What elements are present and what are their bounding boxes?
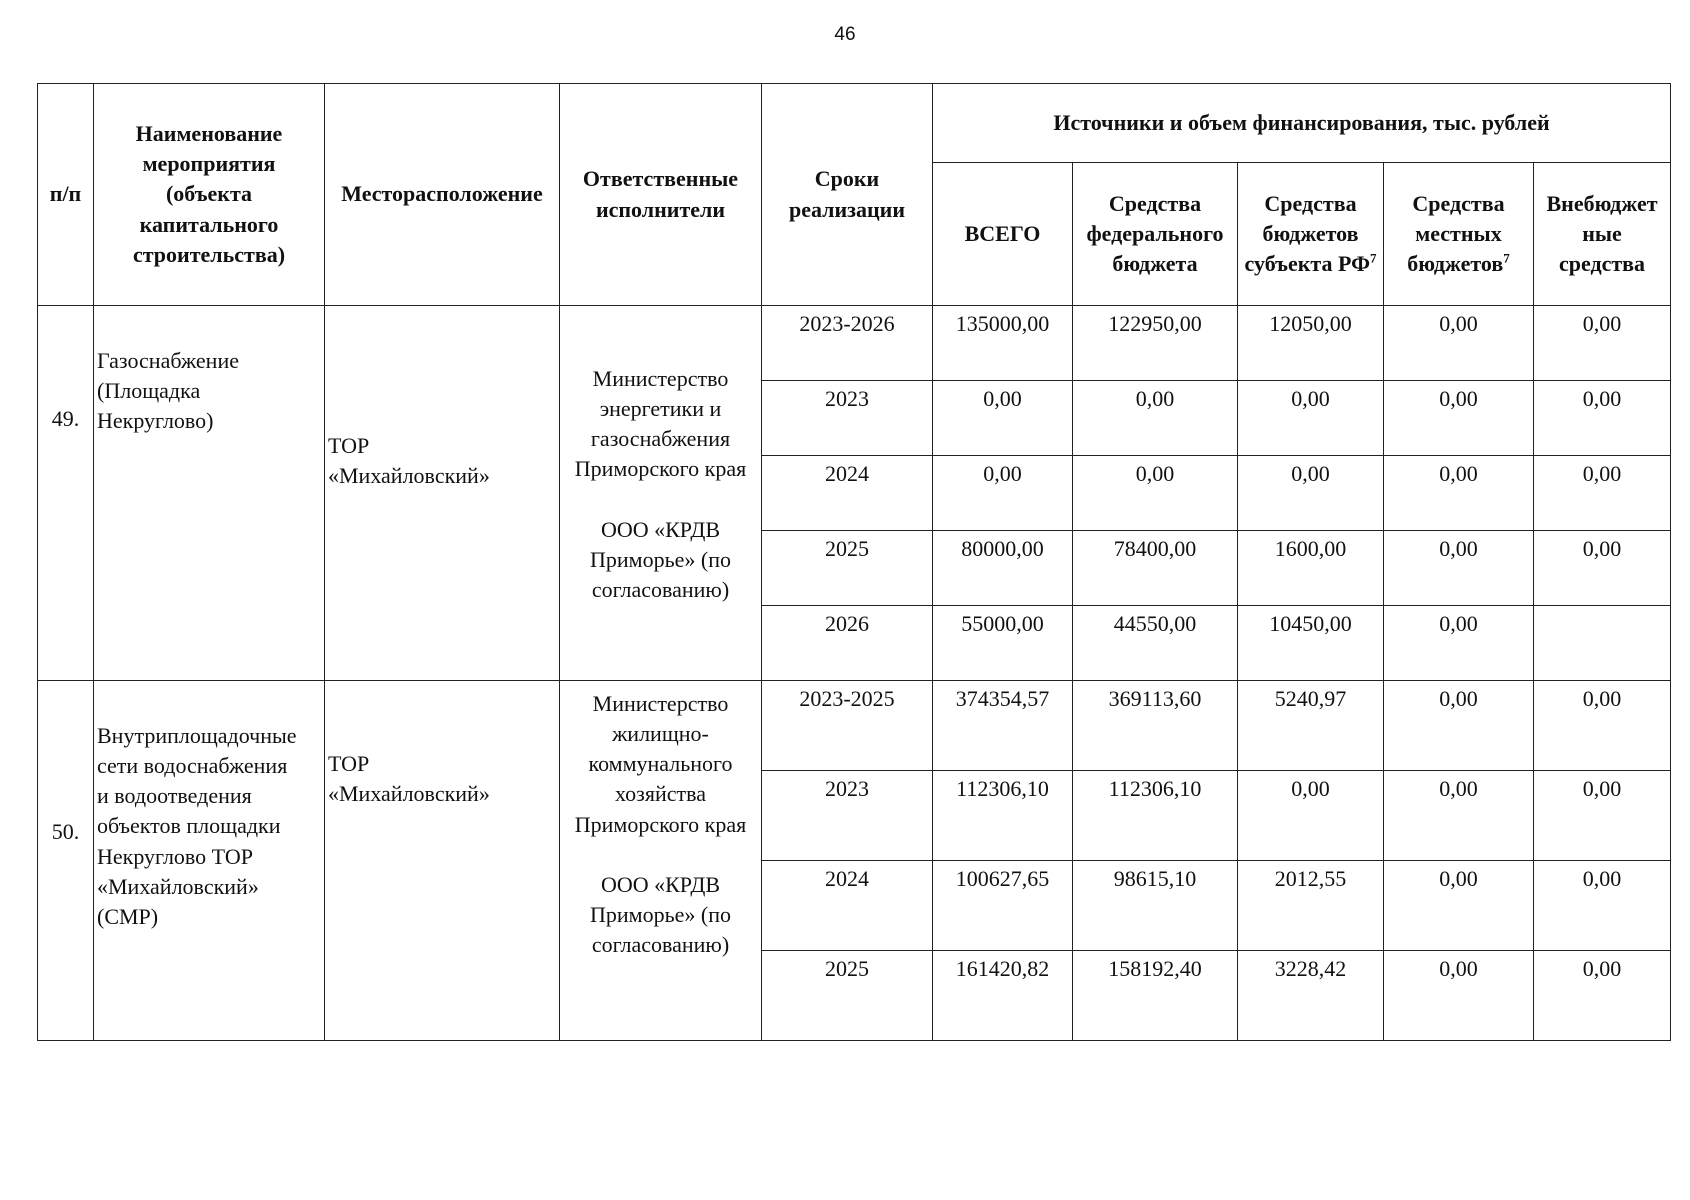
header-location: Месторасположение [325, 84, 560, 306]
federal-cell: 44550,00 [1073, 606, 1238, 681]
item-name: Внутриплощадочные сети водоснабжения и водоотведения объектов площадки Некруглово ТОР «Михайловский» (СМР) [94, 681, 325, 1041]
header-total: ВСЕГО [933, 163, 1073, 306]
federal-cell: 0,00 [1073, 381, 1238, 456]
extra-cell [1534, 606, 1671, 681]
header-name: Наименование мероприятия (объекта капитального строительства) [94, 84, 325, 306]
subject-cell: 1600,00 [1238, 531, 1384, 606]
header-local [1384, 163, 1534, 306]
federal-cell: 0,00 [1073, 456, 1238, 531]
federal-cell: 98615,10 [1073, 861, 1238, 951]
item-name: Газоснабжение (Площадка Некруглово) [94, 306, 325, 681]
total-cell: 80000,00 [933, 531, 1073, 606]
extra-cell: 0,00 [1534, 381, 1671, 456]
local-cell: 0,00 [1384, 306, 1534, 381]
total-cell: 161420,82 [933, 951, 1073, 1041]
period-cell: 2025 [762, 951, 933, 1041]
local-cell: 0,00 [1384, 681, 1534, 771]
total-cell: 135000,00 [933, 306, 1073, 381]
local-cell: 0,00 [1384, 606, 1534, 681]
footnote-marker: 7 [1503, 250, 1510, 266]
local-cell: 0,00 [1384, 381, 1534, 456]
item-executors: Министерство энергетики и газоснабжения Приморского края ООО «КРДВ Приморье» (по согласованию) [560, 306, 762, 681]
period-cell: 2026 [762, 606, 933, 681]
extra-cell: 0,00 [1534, 861, 1671, 951]
local-cell: 0,00 [1384, 531, 1534, 606]
subject-cell: 0,00 [1238, 771, 1384, 861]
period-cell: 2024 [762, 456, 933, 531]
local-cell: 0,00 [1384, 771, 1534, 861]
period-cell: 2024 [762, 861, 933, 951]
subject-cell: 12050,00 [1238, 306, 1384, 381]
subject-cell: 0,00 [1238, 456, 1384, 531]
table-row [38, 681, 1671, 771]
federal-cell: 122950,00 [1073, 306, 1238, 381]
header-federal: Средства федерального бюджета [1073, 163, 1238, 306]
local-cell: 0,00 [1384, 456, 1534, 531]
total-cell: 374354,57 [933, 681, 1073, 771]
item-location: ТОР «Михайловский» [325, 306, 560, 681]
total-cell: 100627,65 [933, 861, 1073, 951]
local-cell: 0,00 [1384, 861, 1534, 951]
local-cell: 0,00 [1384, 951, 1534, 1041]
federal-cell: 369113,60 [1073, 681, 1238, 771]
total-cell: 55000,00 [933, 606, 1073, 681]
subject-cell: 10450,00 [1238, 606, 1384, 681]
period-cell: 2025 [762, 531, 933, 606]
header-extra: Внебюджет ные средства [1534, 163, 1671, 306]
header-subject-label: Средства бюджетов субъекта РФ [1244, 190, 1370, 277]
header-local-label: Средства местных бюджетов [1407, 190, 1505, 277]
total-cell: 0,00 [933, 381, 1073, 456]
footnote-marker: 7 [1369, 250, 1377, 266]
extra-cell: 0,00 [1534, 681, 1671, 771]
total-cell: 112306,10 [933, 771, 1073, 861]
period-cell: 2023 [762, 381, 933, 456]
federal-cell: 78400,00 [1073, 531, 1238, 606]
extra-cell: 0,00 [1534, 531, 1671, 606]
item-number: 50. [38, 681, 94, 1041]
item-location: ТОР «Михайловский» [325, 681, 560, 1041]
subject-cell: 0,00 [1238, 381, 1384, 456]
table-row [38, 306, 1671, 381]
item-number: 49. [38, 306, 94, 681]
item-executors: Министерство жилищно- коммунального хозяйства Приморского края ООО «КРДВ Приморье» (по согласованию) [560, 681, 762, 1041]
header-terms: Сроки реализации [762, 84, 933, 306]
table-header [38, 84, 1671, 306]
header-executors: Ответственные исполнители [560, 84, 762, 306]
header-sources: Источники и объем финансирования, тыс. рублей [933, 84, 1671, 163]
extra-cell: 0,00 [1534, 306, 1671, 381]
extra-cell: 0,00 [1534, 771, 1671, 861]
page-number: 46 [834, 24, 856, 45]
period-cell: 2023-2025 [762, 681, 933, 771]
period-cell: 2023-2026 [762, 306, 933, 381]
header-num: п/п [38, 84, 94, 306]
federal-cell: 112306,10 [1073, 771, 1238, 861]
subject-cell: 2012,55 [1238, 861, 1384, 951]
extra-cell: 0,00 [1534, 456, 1671, 531]
federal-cell: 158192,40 [1073, 951, 1238, 1041]
table-body [38, 306, 1671, 1041]
financing-table [37, 83, 1671, 1041]
extra-cell: 0,00 [1534, 951, 1671, 1041]
period-cell: 2023 [762, 771, 933, 861]
header-subject [1238, 163, 1384, 306]
total-cell: 0,00 [933, 456, 1073, 531]
subject-cell: 3228,42 [1238, 951, 1384, 1041]
subject-cell: 5240,97 [1238, 681, 1384, 771]
